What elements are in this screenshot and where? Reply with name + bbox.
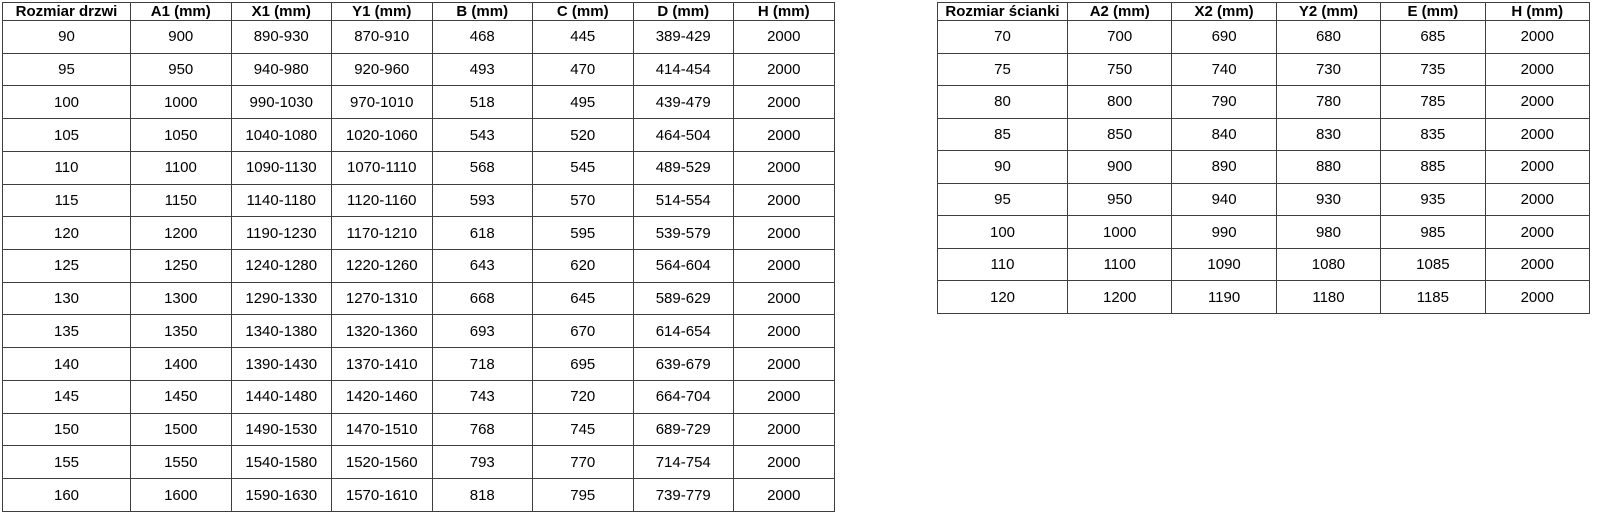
table-cell: 793 [432, 446, 533, 479]
table-cell: 643 [432, 250, 533, 283]
table-cell: 730 [1276, 53, 1380, 86]
table-cell: 2000 [734, 446, 835, 479]
table-cell: 900 [1068, 151, 1172, 184]
table-cell: 1390-1430 [231, 348, 332, 381]
table-cell: 689-729 [633, 413, 734, 446]
table-cell: 564-604 [633, 250, 734, 283]
table-cell: 930 [1276, 183, 1380, 216]
table-cell: 2000 [734, 282, 835, 315]
table-cell: 2000 [1485, 21, 1589, 54]
table-row [3, 348, 835, 381]
table-cell: 1085 [1381, 248, 1485, 281]
table-cell: 1320-1360 [332, 315, 433, 348]
table-row [3, 479, 835, 512]
table-cell: 1140-1180 [231, 184, 332, 217]
door-table-header [3, 3, 835, 21]
table-cell: 695 [533, 348, 634, 381]
table-row [3, 151, 835, 184]
table-cell: 714-754 [633, 446, 734, 479]
table-cell: 150 [3, 413, 131, 446]
table-cell: 718 [432, 348, 533, 381]
table-cell: 990-1030 [231, 86, 332, 119]
table-cell: 2000 [734, 315, 835, 348]
table-cell: 970-1010 [332, 86, 433, 119]
table-cell: 1540-1580 [231, 446, 332, 479]
table-row [938, 151, 1590, 184]
table-cell: 1090 [1172, 248, 1276, 281]
table-cell: 1050 [131, 119, 232, 152]
column-header: Rozmiar ścianki [938, 3, 1068, 21]
table-cell: 785 [1381, 86, 1485, 119]
table-cell: 639-679 [633, 348, 734, 381]
table-cell: 1220-1260 [332, 250, 433, 283]
column-header: D (mm) [633, 3, 734, 21]
table-cell: 389-429 [633, 21, 734, 54]
table-row [938, 86, 1590, 119]
door-size-table [2, 2, 835, 512]
table-cell: 1040-1080 [231, 119, 332, 152]
table-cell: 2000 [1485, 86, 1589, 119]
table-cell: 1290-1330 [231, 282, 332, 315]
table-row [938, 21, 1590, 54]
column-header: Y1 (mm) [332, 3, 433, 21]
table-cell: 1000 [131, 86, 232, 119]
table-cell: 1080 [1276, 248, 1380, 281]
column-header: X2 (mm) [1172, 3, 1276, 21]
table-cell: 618 [432, 217, 533, 250]
table-cell: 1420-1460 [332, 380, 433, 413]
table-cell: 593 [432, 184, 533, 217]
table-cell: 155 [3, 446, 131, 479]
table-cell: 1350 [131, 315, 232, 348]
table-cell: 1100 [1068, 248, 1172, 281]
column-header: B (mm) [432, 3, 533, 21]
table-cell: 1250 [131, 250, 232, 283]
table-cell: 539-579 [633, 217, 734, 250]
table-cell: 2000 [734, 21, 835, 54]
table-cell: 1200 [131, 217, 232, 250]
table-cell: 614-654 [633, 315, 734, 348]
table-cell: 110 [938, 248, 1068, 281]
table-cell: 835 [1381, 118, 1485, 151]
table-cell: 1150 [131, 184, 232, 217]
table-cell: 743 [432, 380, 533, 413]
table-cell: 543 [432, 119, 533, 152]
table-cell: 95 [3, 53, 131, 86]
table-cell: 85 [938, 118, 1068, 151]
table-cell: 1550 [131, 446, 232, 479]
table-cell: 589-629 [633, 282, 734, 315]
table-cell: 414-454 [633, 53, 734, 86]
table-cell: 100 [3, 86, 131, 119]
table-cell: 1270-1310 [332, 282, 433, 315]
table-cell: 1180 [1276, 281, 1380, 314]
table-cell: 2000 [734, 119, 835, 152]
table-cell: 70 [938, 21, 1068, 54]
table-cell: 595 [533, 217, 634, 250]
table-cell: 2000 [734, 184, 835, 217]
table-cell: 890 [1172, 151, 1276, 184]
table-cell: 790 [1172, 86, 1276, 119]
table-cell: 1190-1230 [231, 217, 332, 250]
table-cell: 1600 [131, 479, 232, 512]
table-cell: 1440-1480 [231, 380, 332, 413]
table-cell: 1000 [1068, 216, 1172, 249]
table-cell: 2000 [1485, 53, 1589, 86]
table-cell: 900 [131, 21, 232, 54]
table-cell: 1570-1610 [332, 479, 433, 512]
table-cell: 570 [533, 184, 634, 217]
table-cell: 885 [1381, 151, 1485, 184]
table-cell: 1370-1410 [332, 348, 433, 381]
table-cell: 818 [432, 479, 533, 512]
table-cell: 1020-1060 [332, 119, 433, 152]
table-row [3, 21, 835, 54]
table-cell: 840 [1172, 118, 1276, 151]
table-cell: 935 [1381, 183, 1485, 216]
table-cell: 464-504 [633, 119, 734, 152]
table-cell: 739-779 [633, 479, 734, 512]
table-cell: 1400 [131, 348, 232, 381]
table-cell: 493 [432, 53, 533, 86]
table-cell: 2000 [734, 348, 835, 381]
table-cell: 115 [3, 184, 131, 217]
table-cell: 135 [3, 315, 131, 348]
table-cell: 90 [938, 151, 1068, 184]
table-row [3, 380, 835, 413]
table-cell: 1185 [1381, 281, 1485, 314]
table-cell: 1100 [131, 151, 232, 184]
table-row [3, 86, 835, 119]
table-cell: 668 [432, 282, 533, 315]
table-cell: 120 [3, 217, 131, 250]
table-cell: 780 [1276, 86, 1380, 119]
table-row [3, 53, 835, 86]
table-cell: 850 [1068, 118, 1172, 151]
column-header: H (mm) [1485, 3, 1589, 21]
column-header: Y2 (mm) [1276, 3, 1380, 21]
table-row [3, 184, 835, 217]
table-cell: 2000 [734, 413, 835, 446]
table-cell: 2000 [1485, 281, 1589, 314]
table-cell: 2000 [1485, 216, 1589, 249]
table-row [938, 183, 1590, 216]
table-cell: 1300 [131, 282, 232, 315]
column-header: C (mm) [533, 3, 634, 21]
table-cell: 470 [533, 53, 634, 86]
table-cell: 80 [938, 86, 1068, 119]
table-cell: 795 [533, 479, 634, 512]
table-cell: 160 [3, 479, 131, 512]
table-cell: 2000 [734, 250, 835, 283]
table-cell: 720 [533, 380, 634, 413]
table-cell: 130 [3, 282, 131, 315]
table-cell: 645 [533, 282, 634, 315]
table-cell: 1090-1130 [231, 151, 332, 184]
table-cell: 745 [533, 413, 634, 446]
table-cell: 1170-1210 [332, 217, 433, 250]
table-cell: 520 [533, 119, 634, 152]
table-cell: 2000 [734, 151, 835, 184]
table-cell: 940 [1172, 183, 1276, 216]
table-cell: 545 [533, 151, 634, 184]
table-cell: 140 [3, 348, 131, 381]
table-cell: 568 [432, 151, 533, 184]
table-cell: 1190 [1172, 281, 1276, 314]
table-cell: 870-910 [332, 21, 433, 54]
table-cell: 693 [432, 315, 533, 348]
table-cell: 920-960 [332, 53, 433, 86]
table-row [938, 216, 1590, 249]
column-header: X1 (mm) [231, 3, 332, 21]
wall-table-header [938, 3, 1590, 21]
table-cell: 125 [3, 250, 131, 283]
table-row [938, 118, 1590, 151]
table-cell: 1500 [131, 413, 232, 446]
table-cell: 880 [1276, 151, 1380, 184]
table-cell: 1200 [1068, 281, 1172, 314]
table-cell: 445 [533, 21, 634, 54]
table-row [938, 53, 1590, 86]
table-cell: 95 [938, 183, 1068, 216]
table-cell: 1240-1280 [231, 250, 332, 283]
table-cell: 950 [1068, 183, 1172, 216]
table-cell: 670 [533, 315, 634, 348]
column-header: Rozmiar drzwi [3, 3, 131, 21]
wall-size-table [937, 2, 1590, 314]
table-cell: 2000 [1485, 183, 1589, 216]
table-cell: 990 [1172, 216, 1276, 249]
table-cell: 2000 [734, 53, 835, 86]
table-row [3, 282, 835, 315]
table-cell: 2000 [1485, 151, 1589, 184]
table-cell: 489-529 [633, 151, 734, 184]
column-header: E (mm) [1381, 3, 1485, 21]
table-cell: 514-554 [633, 184, 734, 217]
table-cell: 518 [432, 86, 533, 119]
table-cell: 690 [1172, 21, 1276, 54]
table-cell: 120 [938, 281, 1068, 314]
table-cell: 664-704 [633, 380, 734, 413]
table-cell: 1120-1160 [332, 184, 433, 217]
table-cell: 680 [1276, 21, 1380, 54]
wall-table-body [938, 21, 1590, 314]
table-row [3, 119, 835, 152]
table-cell: 1520-1560 [332, 446, 433, 479]
table-row [3, 250, 835, 283]
table-cell: 439-479 [633, 86, 734, 119]
table-cell: 495 [533, 86, 634, 119]
table-cell: 1450 [131, 380, 232, 413]
table-cell: 468 [432, 21, 533, 54]
table-cell: 1070-1110 [332, 151, 433, 184]
table-cell: 950 [131, 53, 232, 86]
table-cell: 100 [938, 216, 1068, 249]
table-cell: 90 [3, 21, 131, 54]
column-header: H (mm) [734, 3, 835, 21]
header-row [938, 3, 1590, 21]
table-cell: 620 [533, 250, 634, 283]
table-row [3, 413, 835, 446]
table-row [938, 248, 1590, 281]
column-header: A2 (mm) [1068, 3, 1172, 21]
table-cell: 1490-1530 [231, 413, 332, 446]
table-cell: 2000 [734, 479, 835, 512]
column-header: A1 (mm) [131, 3, 232, 21]
table-cell: 980 [1276, 216, 1380, 249]
table-cell: 985 [1381, 216, 1485, 249]
table-cell: 1470-1510 [332, 413, 433, 446]
table-row [938, 281, 1590, 314]
header-row [3, 3, 835, 21]
table-cell: 2000 [734, 86, 835, 119]
table-cell: 770 [533, 446, 634, 479]
table-cell: 1590-1630 [231, 479, 332, 512]
table-cell: 740 [1172, 53, 1276, 86]
table-cell: 685 [1381, 21, 1485, 54]
table-cell: 750 [1068, 53, 1172, 86]
door-table-body [3, 21, 835, 512]
table-cell: 700 [1068, 21, 1172, 54]
table-cell: 890-930 [231, 21, 332, 54]
table-cell: 768 [432, 413, 533, 446]
table-cell: 2000 [734, 380, 835, 413]
table-cell: 735 [1381, 53, 1485, 86]
table-cell: 2000 [1485, 118, 1589, 151]
table-cell: 145 [3, 380, 131, 413]
table-row [3, 217, 835, 250]
table-cell: 830 [1276, 118, 1380, 151]
table-cell: 2000 [1485, 248, 1589, 281]
table-cell: 105 [3, 119, 131, 152]
table-cell: 1340-1380 [231, 315, 332, 348]
table-cell: 940-980 [231, 53, 332, 86]
table-cell: 2000 [734, 217, 835, 250]
table-cell: 110 [3, 151, 131, 184]
table-cell: 75 [938, 53, 1068, 86]
table-row [3, 446, 835, 479]
table-row [3, 315, 835, 348]
table-cell: 800 [1068, 86, 1172, 119]
